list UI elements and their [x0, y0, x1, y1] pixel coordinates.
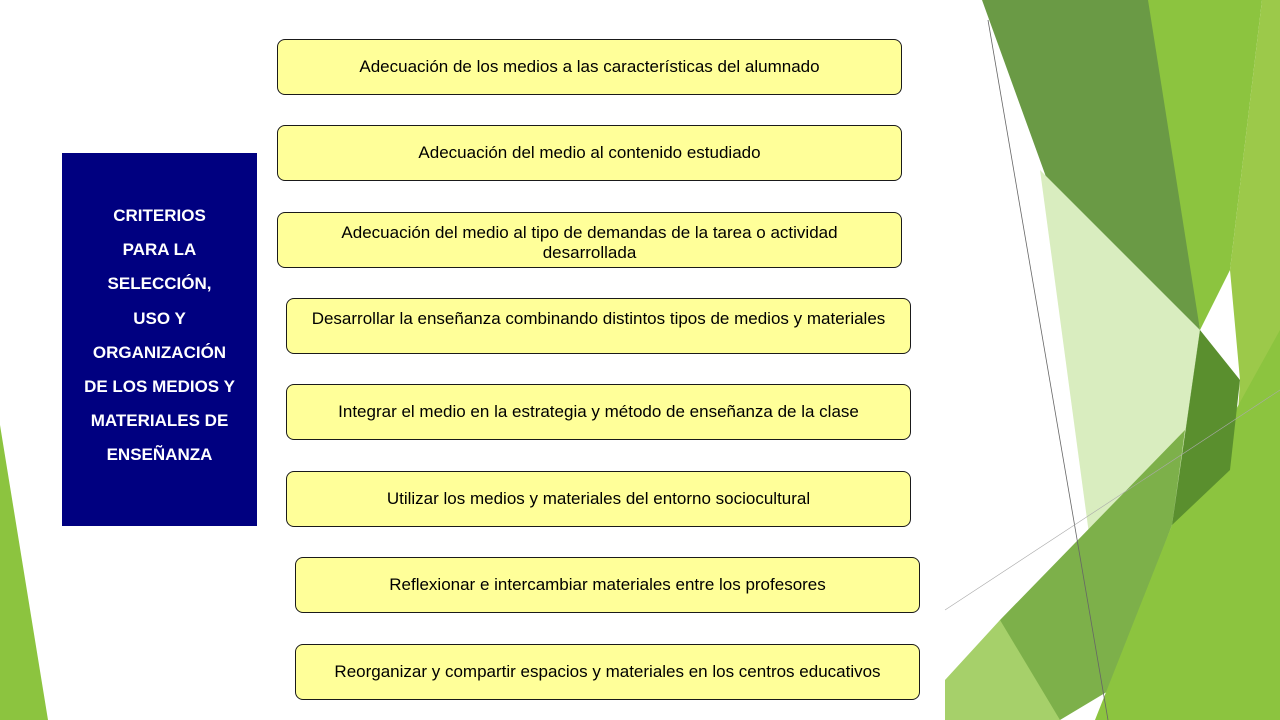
criterion-box-3: Adecuación del medio al tipo de demandas de la tarea o actividad desarrollada [277, 212, 902, 268]
criterion-box-4: Desarrollar la enseñanza combinando distintos tipos de medios y materiales [286, 298, 911, 354]
title-line: PARA LA [122, 240, 197, 260]
title-line: CRITERIOS [113, 206, 206, 225]
title-line: SELECCIÓN, [107, 274, 212, 294]
left-green-shape [0, 425, 48, 720]
criterion-box-1: Adecuación de los medios a las características del alumnado [277, 39, 902, 95]
criterion-box-7: Reflexionar e intercambiar materiales entre los profesores [295, 557, 920, 613]
title-line: DE LOS MEDIOS Y [84, 377, 235, 397]
criterion-box-8: Reorganizar y compartir espacios y materiales en los centros educativos [295, 644, 920, 700]
title-line: ENSEÑANZA [106, 445, 213, 465]
criterion-box-2: Adecuación del medio al contenido estudiado [277, 125, 902, 181]
criterion-box-5: Integrar el medio en la estrategia y método de enseñanza de la clase [286, 384, 911, 440]
title-line: MATERIALES DE [90, 411, 229, 431]
title-box [62, 153, 257, 526]
title-line: ORGANIZACIÓN [92, 342, 227, 362]
title-line: USO Y [133, 308, 186, 328]
criterion-box-6: Utilizar los medios y materiales del entorno sociocultural [286, 471, 911, 527]
